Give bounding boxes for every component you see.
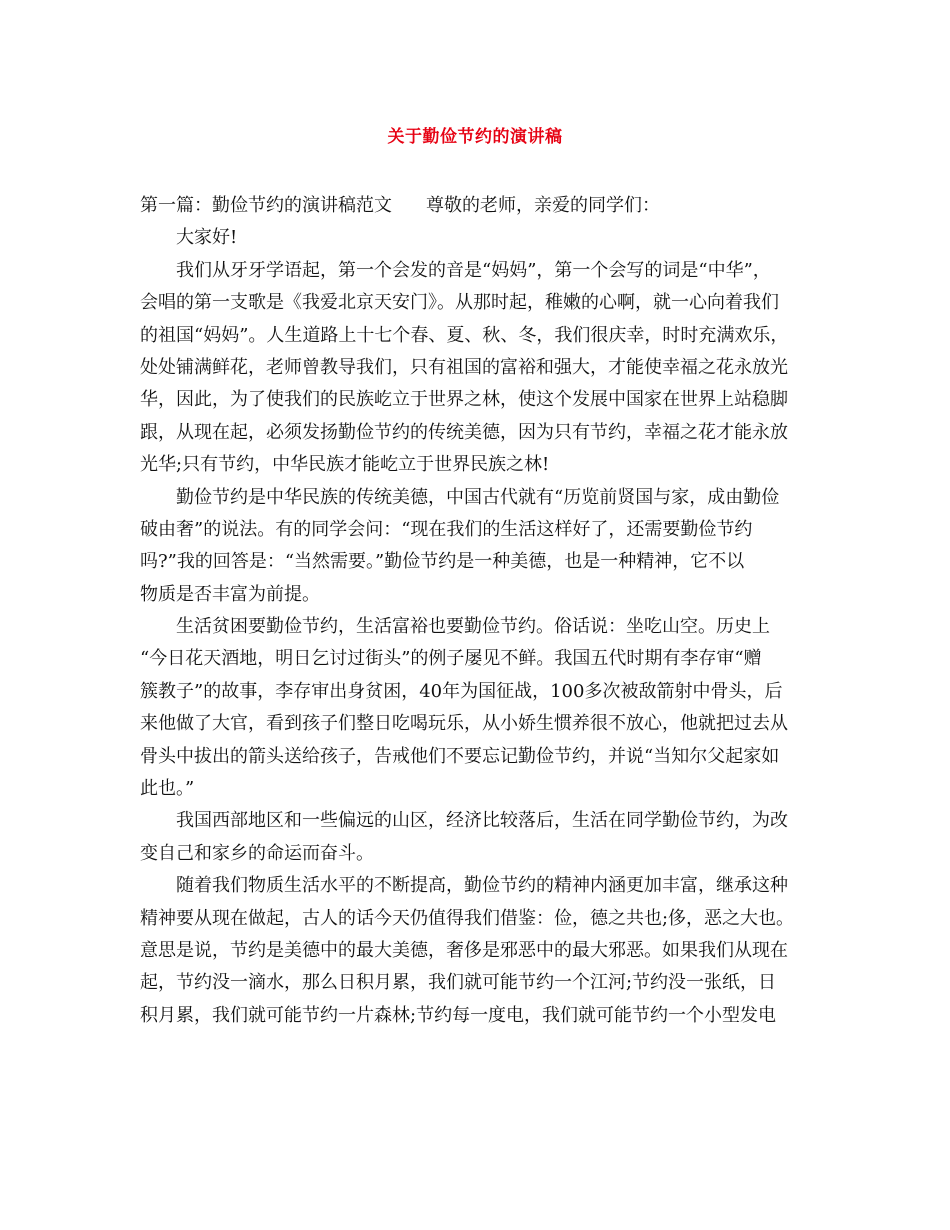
paragraph-line: 随着我们物质生活水平的不断提高，勤俭节约的精神内涵更加丰富，继承这种 — [176, 875, 788, 897]
paragraph-line: 我们从牙牙学语起，第一个会发的音是“妈妈”，第一个会写的词是“中华”， — [176, 259, 771, 281]
paragraph-line: 光华;只有节约，中华民族才能屹立于世界民族之林! — [140, 454, 550, 476]
paragraph-line: 意思是说，节约是美德中的最大美德，奢侈是邪恶中的最大邪恶。如果我们从现在 — [140, 939, 788, 961]
paragraph-line: 的祖国“妈妈”。人生道路上十七个春、夏、秋、冬，我们很庆幸，时时充满欢乐， — [140, 324, 789, 346]
paragraph — [140, 482, 832, 612]
document-body — [140, 190, 832, 1032]
paragraph-line: 起，节约没一滴水，那么日积月累，我们就可能节约一个江河;节约没一张纸，日 — [140, 972, 777, 994]
paragraph-line: 生活贫困要勤俭节约，生活富裕也要勤俭节约。俗话说：坐吃山空。历史上 — [176, 616, 770, 638]
paragraph-line: 吗?”我的回答是：“当然需要。”勤俭节约是一种美德，也是一种精神，它不以 — [140, 551, 745, 573]
paragraph-line: 积月累，我们就可能节约一片森林;节约每一度电，我们就可能节约一个小型发电 — [140, 1004, 777, 1026]
paragraph-line: 大家好! — [176, 227, 238, 249]
paragraph-line: “今日花天酒地，明日乞讨过街头”的例子屡见不鲜。我国五代时期有李存审“赠 — [140, 648, 762, 670]
paragraph-line: 来他做了大官，看到孩子们整日吃喝玩乐，从小娇生惯养很不放心，他就把过去从 — [140, 713, 788, 735]
paragraph — [140, 870, 832, 1032]
paragraph-line: 骨头中拔出的箭头送给孩子，告戒他们不要忘记勤俭节约，并说“当知尔父起家如 — [140, 745, 780, 767]
paragraph-line: 处处铺满鲜花，老师曾教导我们，只有祖国的富裕和强大，才能使幸福之花永放光 — [140, 356, 788, 378]
paragraph — [140, 255, 832, 482]
greeting: 尊敬的老师，亲爱的同学们： — [426, 195, 660, 216]
section-headline — [140, 190, 832, 222]
section-heading: 第一篇：勤俭节约的演讲稿范文 — [140, 195, 392, 216]
paragraph-line: 我国西部地区和一些偏远的山区，经济比较落后，生活在同学勤俭节约，为改 — [176, 810, 788, 832]
paragraph-line: 物质是否丰富为前提。 — [140, 583, 320, 605]
paragraph-line: 跟，从现在起，必须发扬勤俭节约的传统美德，因为只有节约，幸福之花才能永放 — [140, 421, 788, 443]
paragraph — [140, 222, 832, 254]
paragraph-line: 变自己和家乡的命运而奋斗。 — [140, 842, 374, 864]
paragraph-line: 精神要从现在做起，古人的话今天仍值得我们借鉴：俭，德之共也;侈，恶之大也。 — [140, 907, 795, 929]
paragraph-line: 此也。” — [140, 778, 195, 800]
paragraph-line: 会唱的第一支歌是《我爱北京天安门》。从那时起，稚嫩的心啊，就一心向着我们 — [140, 292, 779, 314]
paragraphs — [140, 222, 832, 1032]
document-title: 关于勤俭节约的演讲稿 — [387, 127, 563, 147]
paragraph-line: 勤俭节约是中华民族的传统美德，中国古代就有“历览前贤国与家，成由勤俭 — [176, 486, 780, 508]
paragraph — [140, 805, 832, 870]
paragraph-line: 簇教子”的故事，李存审出身贫困，40年为国征战，100多次被敌箭射中骨头，后 — [140, 680, 783, 702]
paragraph — [140, 611, 832, 805]
paragraph-line: 破由奢”的说法。有的同学会问：“现在我们的生活这样好了，还需要勤俭节约 — [140, 518, 753, 540]
paragraph-line: 华，因此，为了使我们的民族屹立于世界之林，使这个发展中国家在世界上站稳脚 — [140, 389, 788, 411]
